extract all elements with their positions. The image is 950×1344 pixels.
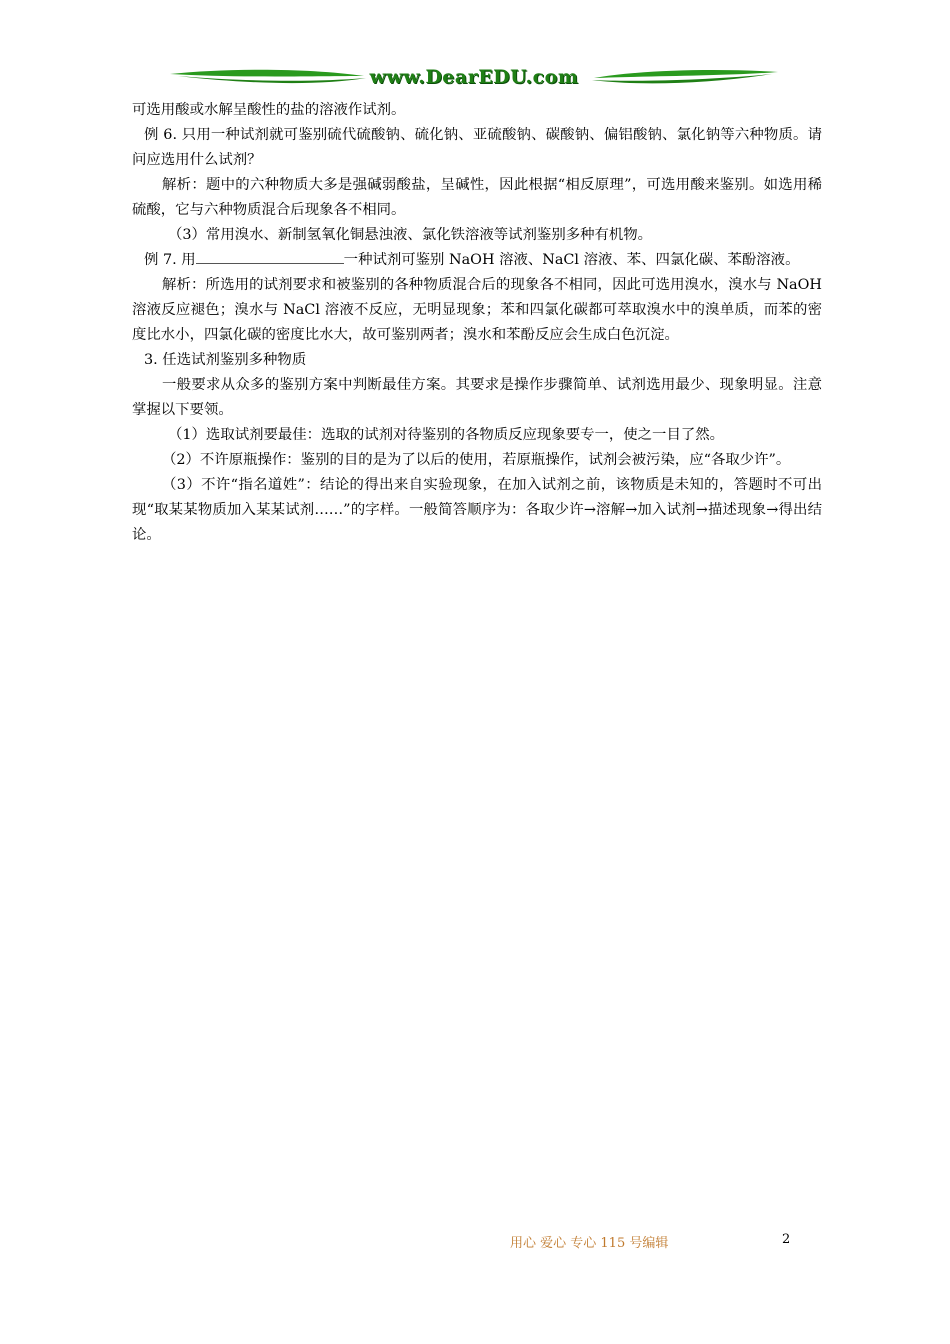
answer-blank xyxy=(196,249,344,264)
example-7-text: 一种试剂可鉴别 NaOH 溶液、NaCl 溶液、苯、四氯化碳、苯酚溶液。 xyxy=(343,252,800,268)
footer-slogan: 用心 爱心 专心 115 号编辑 xyxy=(510,1236,669,1251)
site-title[interactable]: www.DearEDU.com xyxy=(369,66,579,88)
example-7 xyxy=(132,248,822,273)
list-item: （1）选取试剂要最佳：选取的试剂对待鉴别的各物质反应现象要专一，使之一目了然。 xyxy=(168,427,725,443)
example-7-lead: 例 7. 用 xyxy=(144,252,196,268)
document-body xyxy=(132,98,822,548)
list-item: （2）不许原瓶操作：鉴别的目的是为了以后的使用，若原瓶操作，试剂会被污染，应“各取少许”。 xyxy=(162,452,791,468)
paragraph: 一般要求从众多的鉴别方案中判断最佳方案。其要求是操作步骤简单、试剂选用最少、现象明显。注意掌握以下要领。 xyxy=(132,377,822,418)
list-item: （3）不许“指名道姓”：结论的得出来自实验现象，在加入试剂之前，该物质是未知的，答题时不可出现“取某某物质加入某某试剂……”的字样。一般简答顺序为：各取少许→溶解→加入试剂→描述现象→得出结论。 xyxy=(132,477,822,543)
paragraph: （3）常用溴水、新制氢氧化铜悬浊液、氯化铁溶液等试剂鉴别多种有机物。 xyxy=(168,227,653,243)
paragraph: 可选用酸或水解呈酸性的盐的溶液作试剂。 xyxy=(132,102,406,118)
analysis-7: 解析：所选用的试剂要求和被鉴别的各种物质混合后的现象各不相同，因此可选用溴水，溴水与 NaOH 溶液反应褪色；溴水与 NaCl 溶液不反应，无明显现象；苯和四氯化碳都可萃取溴水中的溴单质，而苯的密度比水小，四氯化碳的密度比水大，故可鉴别两者；溴水和苯酚反应会生成白色沉淀。 xyxy=(132,277,822,343)
page-number: 2 xyxy=(782,1232,791,1247)
section-heading: 3. 任选试剂鉴别多种物质 xyxy=(144,352,307,368)
analysis-6: 解析：题中的六种物质大多是强碱弱酸盐，呈碱性，因此根据“相反原理”，可选用酸来鉴别。如选用稀硫酸，它与六种物质混合后现象各不相同。 xyxy=(132,177,822,218)
example-6: 例 6. 只用一种试剂就可鉴别硫代硫酸钠、硫化钠、亚硫酸钠、碳酸钠、偏铝酸钠、氯化钠等六种物质。请问应选用什么试剂？ xyxy=(132,127,822,168)
site-header xyxy=(168,64,780,96)
